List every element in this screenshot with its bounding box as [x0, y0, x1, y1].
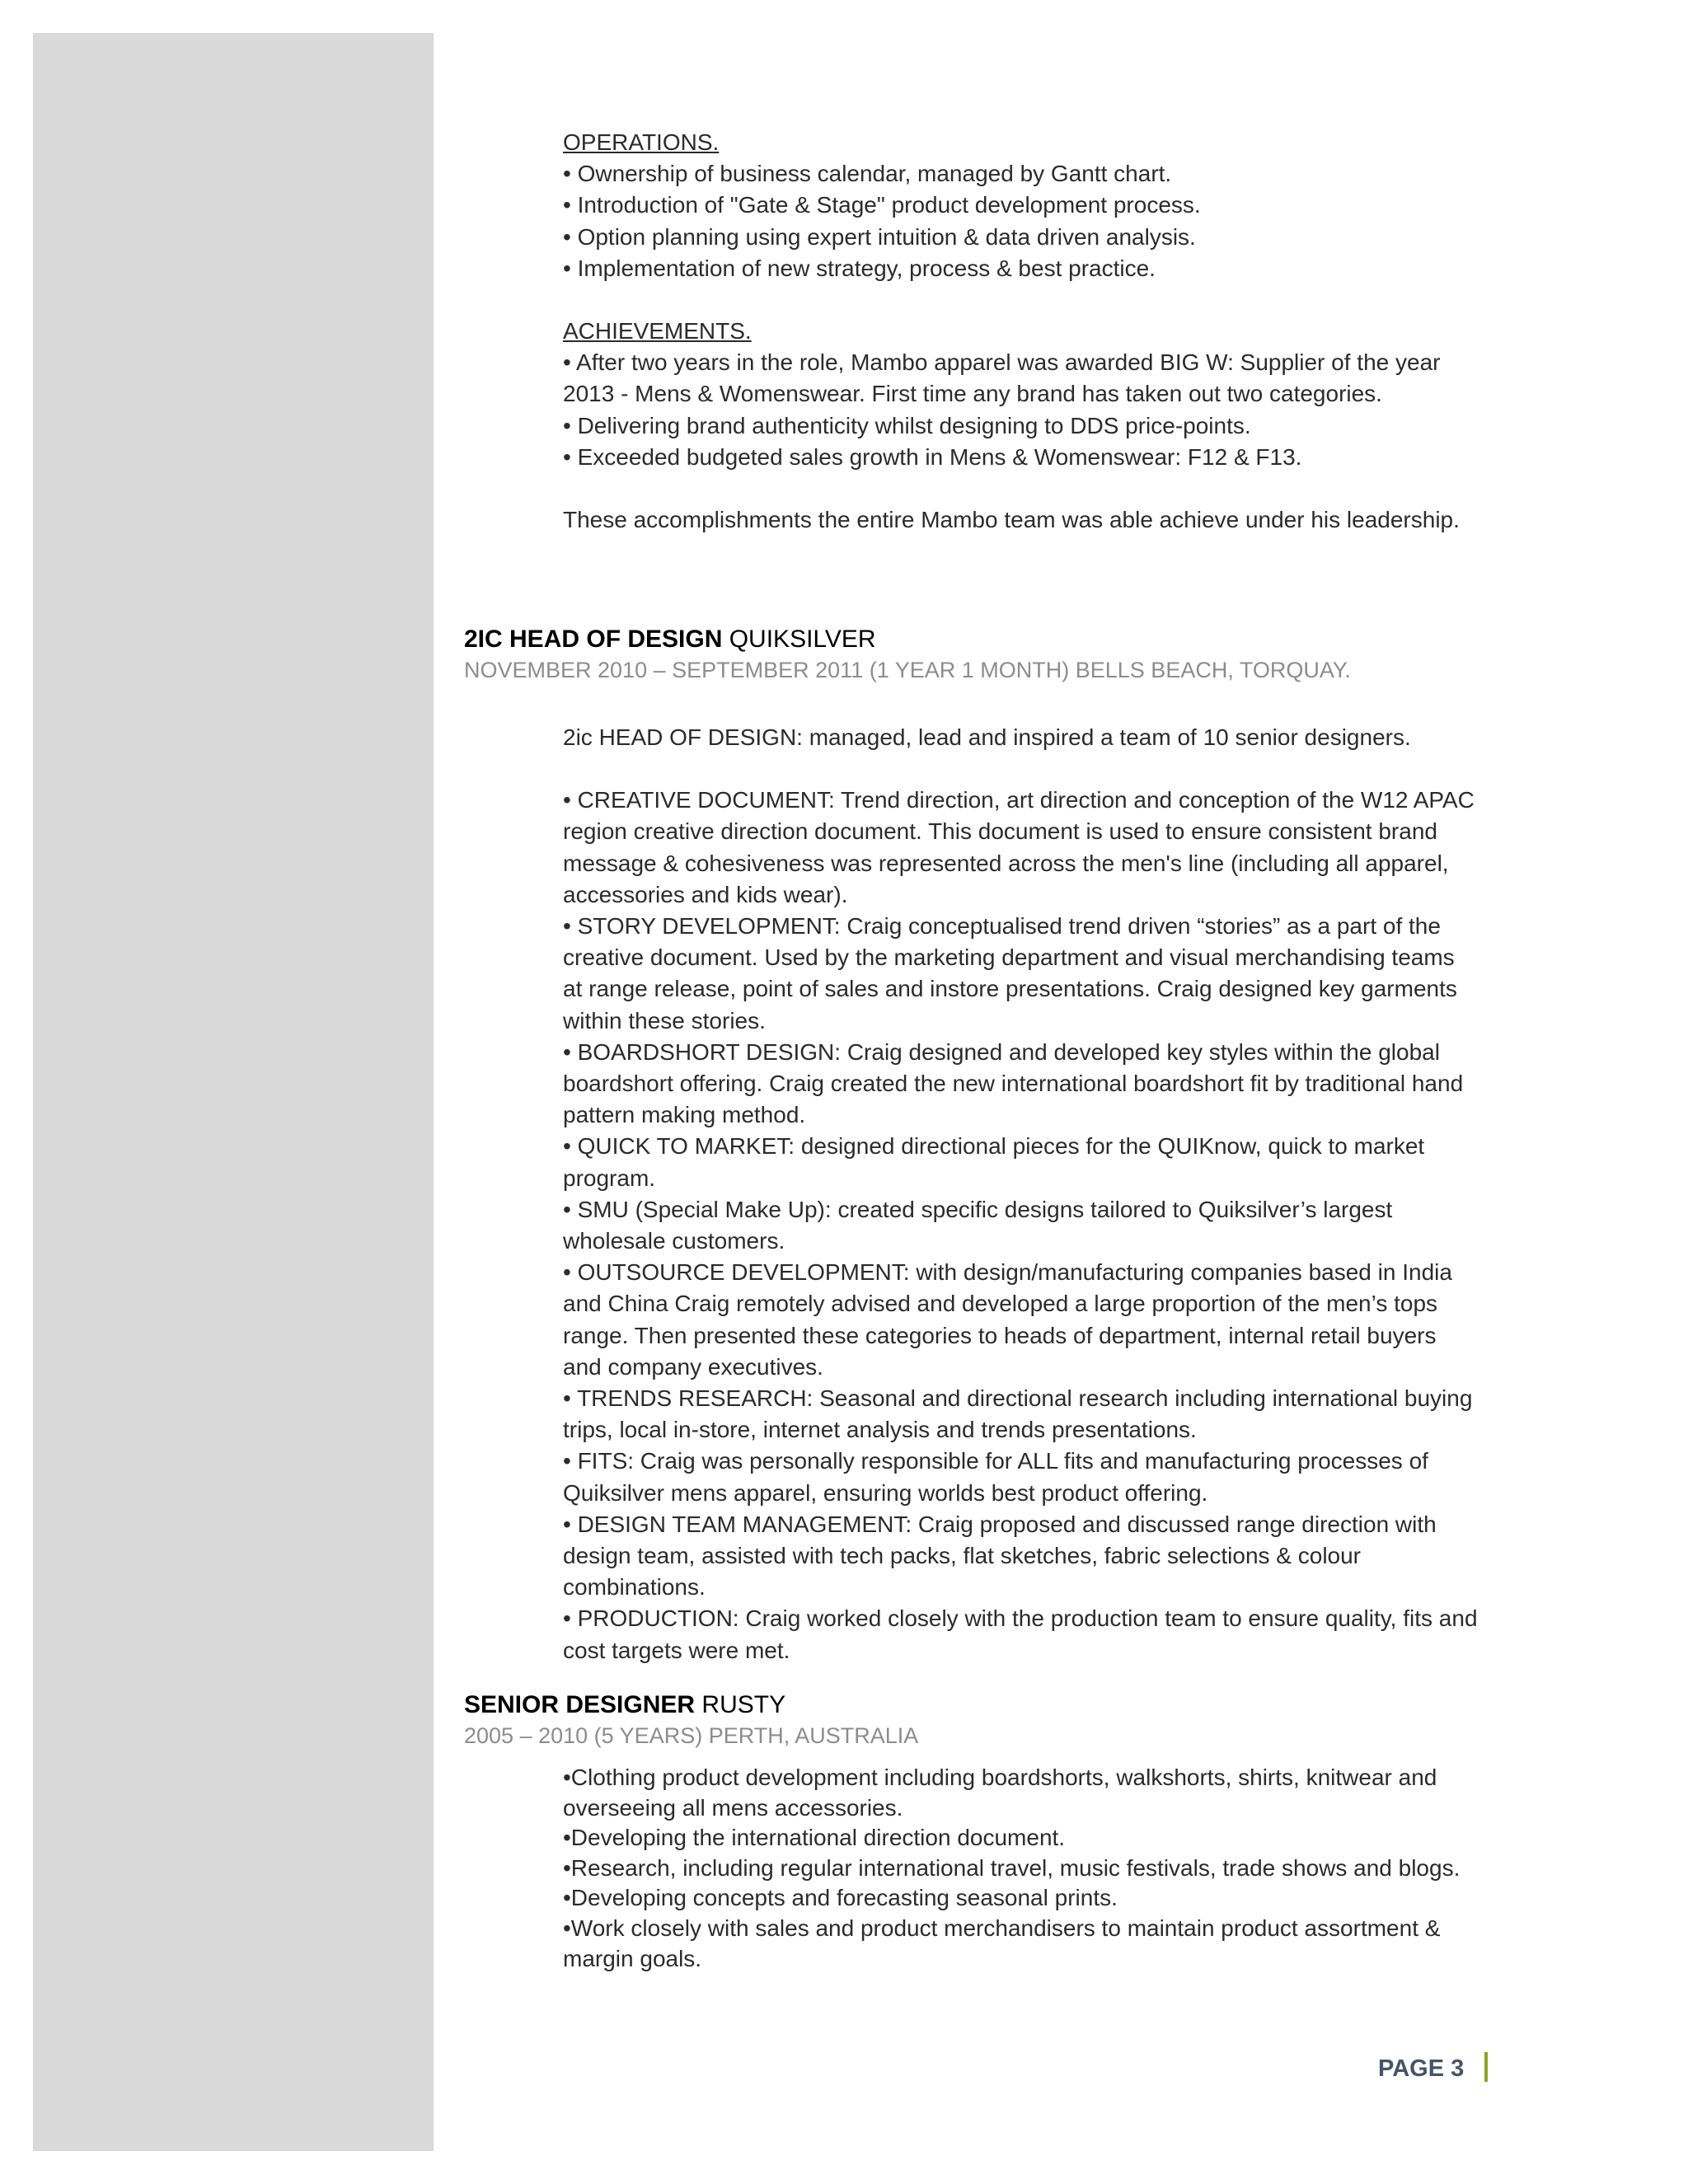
- job-item: •Research, including regular international travel, music festivals, trade shows and blogs.: [563, 1854, 1461, 1881]
- job-role: 2IC HEAD OF DESIGN: [464, 626, 723, 653]
- job-item: • DESIGN TEAM MANAGEMENT: Craig proposed and discussed range direction with design team, assisted with tech packs, flat sketches, fabric selections & colour combinations.: [563, 1511, 1437, 1601]
- achievements-item: • Exceeded budgeted sales growth in Mens & Womenswear: F12 & F13.: [563, 443, 1302, 470]
- job-item: •Work closely with sales and product merchandisers to maintain product assortment & margin goals.: [563, 1915, 1441, 1971]
- job-meta: 2005 – 2010 (5 YEARS) PERTH, AUSTRALIA: [464, 1723, 919, 1748]
- sidebar-panel: [33, 33, 434, 2151]
- achievements-section: [563, 316, 1478, 536]
- achievements-item: • Delivering brand authenticity whilst designing to DDS price-points.: [563, 412, 1251, 438]
- job-item: •Clothing product development including boardshorts, walkshorts, shirts, knitwear and overseeing all mens accessories.: [563, 1765, 1437, 1821]
- job-header-rusty: [464, 1690, 1536, 1750]
- job-title: [464, 624, 1536, 655]
- job-meta: NOVEMBER 2010 – SEPTEMBER 2011 (1 YEAR 1 MONTH) BELLS BEACH, TORQUAY.: [464, 658, 1351, 682]
- job-item: •Developing concepts and forecasting seasonal prints.: [563, 1885, 1118, 1911]
- operations-section: [563, 127, 1478, 284]
- job-item: • CREATIVE DOCUMENT: Trend direction, art direction and conception of the W12 APAC region creative direction document. This document is used to ensure consistent brand message & cohesiveness was represented across the men's line (including all apparel, accessories and kids wear).: [563, 787, 1475, 907]
- operations-item: • Option planning using expert intuition & data driven analysis.: [563, 223, 1196, 250]
- job-item: • QUICK TO MARKET: designed directional pieces for the QUIKnow, quick to market program.: [563, 1133, 1425, 1191]
- job-role: SENIOR DESIGNER: [464, 1691, 696, 1718]
- job-item: • PRODUCTION: Craig worked closely with the production team to ensure quality, fits and cost targets were met.: [563, 1605, 1478, 1663]
- job-item: • STORY DEVELOPMENT: Craig conceptualised trend driven “stories” as a part of the creative document. Used by the marketing department and visual merchandising teams at range release, point of sales and instore presentations. Craig designed key garments within these stories.: [563, 913, 1457, 1033]
- job-company: RUSTY: [701, 1691, 786, 1718]
- job-header-quiksilver: [464, 624, 1536, 685]
- operations-item: • Ownership of business calendar, managed by Gantt chart.: [563, 161, 1172, 187]
- job-title: [464, 1690, 1536, 1721]
- operations-heading: OPERATIONS.: [563, 129, 720, 155]
- achievements-closing: These accomplishments the entire Mambo team was able achieve under his leadership.: [563, 507, 1460, 533]
- rusty-details: [563, 1763, 1478, 1974]
- achievements-item: • After two years in the role, Mambo apparel was awarded BIG W: Supplier of the year 2013 - Mens & Womenswear. First time any brand has taken out two categories.: [563, 349, 1441, 407]
- page-accent-bar: [1484, 2052, 1488, 2082]
- job-company: QUIKSILVER: [729, 626, 876, 653]
- job-item: • SMU (Special Make Up): created specific designs tailored to Quiksilver’s largest wholesale customers.: [563, 1196, 1393, 1254]
- quiksilver-details: [563, 722, 1478, 1666]
- operations-item: • Implementation of new strategy, process & best practice.: [563, 255, 1156, 281]
- job-item: •Developing the international direction document.: [563, 1825, 1066, 1851]
- page-number: PAGE 3: [1378, 2055, 1465, 2082]
- achievements-heading: ACHIEVEMENTS.: [563, 318, 752, 344]
- job-item: • FITS: Craig was personally responsible for ALL fits and manufacturing processes of Quiksilver mens apparel, ensuring worlds best product offering.: [563, 1448, 1428, 1506]
- job-item: • BOARDSHORT DESIGN: Craig designed and developed key styles within the global boardshort offering. Craig created the new international boardshort fit by traditional hand pattern making method.: [563, 1038, 1464, 1128]
- job-intro: 2ic HEAD OF DESIGN: managed, lead and inspired a team of 10 senior designers.: [563, 724, 1411, 750]
- operations-item: • Introduction of "Gate & Stage" product development process.: [563, 192, 1201, 218]
- job-item: • OUTSOURCE DEVELOPMENT: with design/manufacturing companies based in India and China Craig remotely advised and developed a large proportion of the men’s tops range. Then presented these categories to heads of department, internal retail buyers and company executives.: [563, 1259, 1452, 1380]
- job-item: • TRENDS RESEARCH: Seasonal and directional research including international buying trips, local in-store, internet analysis and trends presentations.: [563, 1385, 1473, 1443]
